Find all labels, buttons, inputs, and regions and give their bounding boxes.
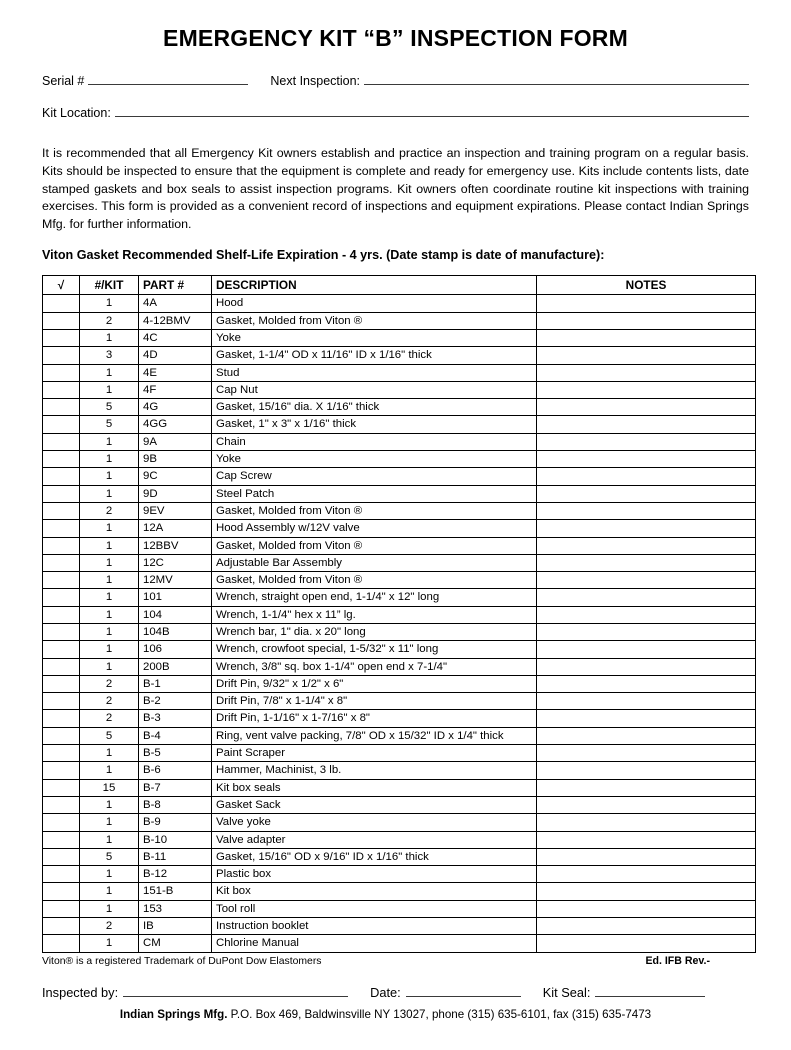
cell-notes[interactable] [537,329,756,346]
company-address-line [42,1008,749,1021]
table-row [43,416,756,433]
company-address: P.O. Box 469, Baldwinsville NY 13027, phone (315) 635-6101, fax (315) 635-7473 [227,1007,652,1021]
cell-qty: 1 [80,537,139,554]
cell-part-number: 4E [139,364,212,381]
cell-description: Hammer, Machinist, 3 lb. [212,762,537,779]
cell-description: Gasket, 1" x 3" x 1/16" thick [212,416,537,433]
cell-part-number: 12MV [139,572,212,589]
cell-notes[interactable] [537,727,756,744]
table-row [43,347,756,364]
cell-part-number: 12C [139,554,212,571]
cell-check[interactable] [43,606,80,623]
parts-table [42,275,756,952]
cell-description: Wrench, crowfoot special, 1-5/32" x 11" long [212,641,537,658]
cell-part-number: 4GG [139,416,212,433]
table-row [43,814,756,831]
cell-part-number: 151-B [139,883,212,900]
cell-qty: 1 [80,381,139,398]
cell-check[interactable] [43,468,80,485]
next-inspection-label: Next Inspection: [270,74,361,89]
cell-description: Gasket, Molded from Viton ® [212,572,537,589]
cell-part-number: 104 [139,606,212,623]
cell-part-number: B-3 [139,710,212,727]
cell-part-number: B-11 [139,848,212,865]
cell-qty: 1 [80,762,139,779]
cell-qty: 1 [80,623,139,640]
table-row [43,623,756,640]
cell-check[interactable] [43,399,80,416]
cell-description: Kit box [212,883,537,900]
cell-part-number: B-9 [139,814,212,831]
cell-part-number: B-8 [139,796,212,813]
cell-part-number: B-6 [139,762,212,779]
cell-check[interactable] [43,295,80,312]
cell-check[interactable] [43,658,80,675]
cell-check[interactable] [43,312,80,329]
cell-qty: 1 [80,329,139,346]
cell-description: Hood [212,295,537,312]
cell-notes[interactable] [537,295,756,312]
table-row [43,779,756,796]
cell-notes[interactable] [537,779,756,796]
cell-part-number: 104B [139,623,212,640]
cell-part-number: B-2 [139,693,212,710]
table-row [43,935,756,952]
cell-qty: 1 [80,606,139,623]
kit-location-label: Kit Location: [42,106,111,121]
table-row [43,900,756,917]
date-input[interactable] [406,985,521,997]
cell-check[interactable] [43,883,80,900]
cell-description: Tool roll [212,900,537,917]
table-row [43,848,756,865]
cell-check[interactable] [43,814,80,831]
cell-notes[interactable] [537,485,756,502]
table-row [43,658,756,675]
date-label: Date: [370,984,401,1000]
cell-description: Wrench, 3/8" sq. box 1-1/4" open end x 7-1/4" [212,658,537,675]
table-row [43,641,756,658]
cell-part-number: B-12 [139,866,212,883]
cell-qty: 5 [80,727,139,744]
inspected-by-row [42,985,749,1000]
cell-check[interactable] [43,745,80,762]
cell-description: Yoke [212,451,537,468]
column-header-description: DESCRIPTION [212,276,537,295]
cell-description: Plastic box [212,866,537,883]
cell-check[interactable] [43,433,80,450]
revision-label: Ed. IFB Rev.- [645,954,710,967]
cell-part-number: B-4 [139,727,212,744]
cell-notes[interactable] [537,623,756,640]
cell-check[interactable] [43,710,80,727]
cell-check[interactable] [43,381,80,398]
parts-table-header [43,276,756,295]
cell-notes[interactable] [537,572,756,589]
cell-qty: 2 [80,918,139,935]
table-row [43,606,756,623]
cell-description: Cap Nut [212,381,537,398]
cell-qty: 3 [80,347,139,364]
cell-description: Wrench bar, 1" dia. x 20" long [212,623,537,640]
cell-qty: 1 [80,814,139,831]
cell-check[interactable] [43,623,80,640]
cell-part-number: 4-12BMV [139,312,212,329]
cell-notes[interactable] [537,520,756,537]
cell-part-number: 153 [139,900,212,917]
cell-description: Hood Assembly w/12V valve [212,520,537,537]
table-header-row [43,276,756,295]
inspection-form-page [0,26,791,1050]
cell-qty: 1 [80,641,139,658]
kit-location-row [42,105,749,120]
cell-check[interactable] [43,641,80,658]
cell-notes[interactable] [537,935,756,952]
cell-qty: 1 [80,745,139,762]
table-row [43,364,756,381]
table-row [43,675,756,692]
table-row [43,727,756,744]
cell-description: Chlorine Manual [212,935,537,952]
table-row [43,468,756,485]
cell-part-number: B-7 [139,779,212,796]
cell-qty: 1 [80,364,139,381]
cell-qty: 1 [80,433,139,450]
next-inspection-input[interactable] [364,73,749,85]
cell-notes[interactable] [537,416,756,433]
cell-part-number: 12BBV [139,537,212,554]
table-row [43,554,756,571]
cell-qty: 5 [80,399,139,416]
serial-and-next-inspection-row [42,73,749,88]
cell-check[interactable] [43,572,80,589]
cell-notes[interactable] [537,848,756,865]
shelf-life-note: Viton Gasket Recommended Shelf-Life Expiration - 4 yrs. (Date stamp is date of manufacture): [42,248,605,263]
cell-qty: 2 [80,312,139,329]
table-row [43,520,756,537]
cell-qty: 15 [80,779,139,796]
table-row [43,831,756,848]
table-row [43,485,756,502]
serial-number-label: Serial # [42,74,85,89]
cell-part-number: 200B [139,658,212,675]
cell-notes[interactable] [537,918,756,935]
cell-check[interactable] [43,485,80,502]
cell-notes[interactable] [537,451,756,468]
cell-part-number: 4G [139,399,212,416]
cell-part-number: 4A [139,295,212,312]
cell-qty: 1 [80,589,139,606]
cell-check[interactable] [43,329,80,346]
table-row [43,693,756,710]
cell-notes[interactable] [537,399,756,416]
cell-check[interactable] [43,347,80,364]
cell-description: Gasket, 15/16" OD x 9/16" ID x 1/16" thick [212,848,537,865]
cell-check[interactable] [43,727,80,744]
cell-check[interactable] [43,589,80,606]
cell-notes[interactable] [537,866,756,883]
cell-qty: 1 [80,295,139,312]
cell-check[interactable] [43,554,80,571]
cell-part-number: 9C [139,468,212,485]
cell-part-number: 101 [139,589,212,606]
cell-description: Drift Pin, 1-1/16" x 1-7/16" x 8" [212,710,537,727]
cell-description: Kit box seals [212,779,537,796]
serial-number-input[interactable] [88,73,248,85]
cell-qty: 1 [80,866,139,883]
inspected-by-label: Inspected by: [42,984,119,1000]
cell-part-number: 12A [139,520,212,537]
cell-notes[interactable] [537,658,756,675]
table-row [43,745,756,762]
cell-notes[interactable] [537,589,756,606]
cell-qty: 2 [80,675,139,692]
cell-notes[interactable] [537,675,756,692]
page-title: EMERGENCY KIT “B” INSPECTION FORM [163,25,628,51]
cell-check[interactable] [43,520,80,537]
cell-qty: 5 [80,848,139,865]
trademark-note: Viton® is a registered Trademark of DuPont Dow Elastomers [42,955,322,967]
cell-notes[interactable] [537,433,756,450]
cell-part-number: 9EV [139,502,212,519]
table-row [43,572,756,589]
intro-paragraph: It is recommended that all Emergency Kit owners establish and practice an inspection and training program on a regular basis. Kits should be inspected to ensure that the equipment is complete and ready for emergency use. Kits include contents lists, date stamped gaskets and box seals to assist inspection programs. Kit owners often coordinate routine kit inspections with training exercises. This form is provided as a convenient record of inspections and equipment expirations. Please contact Indian Springs Mfg. for further information. [42,146,749,231]
cell-notes[interactable] [537,554,756,571]
cell-description: Gasket, Molded from Viton ® [212,537,537,554]
table-row [43,399,756,416]
cell-check[interactable] [43,762,80,779]
cell-part-number: B-1 [139,675,212,692]
cell-qty: 1 [80,468,139,485]
cell-description: Adjustable Bar Assembly [212,554,537,571]
cell-notes[interactable] [537,641,756,658]
cell-check[interactable] [43,416,80,433]
cell-notes[interactable] [537,831,756,848]
table-row [43,762,756,779]
cell-qty: 1 [80,935,139,952]
cell-part-number: 4D [139,347,212,364]
cell-notes[interactable] [537,537,756,554]
table-row [43,710,756,727]
cell-description: Valve yoke [212,814,537,831]
cell-notes[interactable] [537,814,756,831]
cell-qty: 1 [80,883,139,900]
cell-check[interactable] [43,693,80,710]
cell-description: Gasket, 15/16" dia. X 1/16" thick [212,399,537,416]
cell-description: Drift Pin, 7/8" x 1-1/4" x 8" [212,693,537,710]
cell-check[interactable] [43,918,80,935]
cell-notes[interactable] [537,762,756,779]
parts-table-body [43,295,756,952]
cell-notes[interactable] [537,796,756,813]
cell-qty: 1 [80,796,139,813]
company-name: Indian Springs Mfg. [119,1007,228,1021]
table-row [43,381,756,398]
cell-notes[interactable] [537,502,756,519]
table-row [43,502,756,519]
cell-qty: 1 [80,520,139,537]
cell-description: Valve adapter [212,831,537,848]
table-row [43,589,756,606]
column-header-part: PART # [139,276,212,295]
table-row [43,866,756,883]
table-row [43,796,756,813]
cell-description: Instruction booklet [212,918,537,935]
cell-part-number: 9D [139,485,212,502]
kit-seal-input[interactable] [595,985,705,997]
table-row [43,918,756,935]
cell-qty: 5 [80,416,139,433]
cell-check[interactable] [43,779,80,796]
table-footnote-row [42,955,710,967]
table-row [43,451,756,468]
cell-qty: 1 [80,554,139,571]
cell-qty: 1 [80,572,139,589]
column-header-notes: NOTES [537,276,756,295]
cell-notes[interactable] [537,606,756,623]
cell-check[interactable] [43,675,80,692]
cell-check[interactable] [43,900,80,917]
cell-qty: 1 [80,485,139,502]
cell-description: Gasket, Molded from Viton ® [212,312,537,329]
cell-description: Wrench, straight open end, 1-1/4" x 12" long [212,589,537,606]
cell-check[interactable] [43,796,80,813]
cell-check[interactable] [43,451,80,468]
cell-description: Gasket Sack [212,796,537,813]
cell-description: Gasket, Molded from Viton ® [212,502,537,519]
cell-notes[interactable] [537,468,756,485]
column-header-qty: #/KIT [80,276,139,295]
cell-check[interactable] [43,502,80,519]
table-row [43,312,756,329]
cell-description: Drift Pin, 9/32" x 1/2" x 6" [212,675,537,692]
cell-part-number: 4C [139,329,212,346]
cell-part-number: IB [139,918,212,935]
cell-description: Yoke [212,329,537,346]
cell-qty: 1 [80,451,139,468]
cell-notes[interactable] [537,364,756,381]
cell-part-number: 9A [139,433,212,450]
cell-notes[interactable] [537,381,756,398]
kit-location-input[interactable] [115,105,749,117]
cell-notes[interactable] [537,900,756,917]
cell-part-number: CM [139,935,212,952]
table-row [43,295,756,312]
cell-part-number: 4F [139,381,212,398]
cell-part-number: 106 [139,641,212,658]
table-row [43,537,756,554]
cell-description: Steel Patch [212,485,537,502]
table-row [43,329,756,346]
cell-qty: 2 [80,502,139,519]
cell-description: Wrench, 1-1/4" hex x 11” lg. [212,606,537,623]
cell-notes[interactable] [537,693,756,710]
cell-part-number: B-10 [139,831,212,848]
cell-check[interactable] [43,831,80,848]
cell-description: Chain [212,433,537,450]
cell-description: Paint Scraper [212,745,537,762]
table-row [43,433,756,450]
cell-check[interactable] [43,935,80,952]
cell-check[interactable] [43,364,80,381]
cell-notes[interactable] [537,883,756,900]
cell-qty: 2 [80,693,139,710]
cell-check[interactable] [43,537,80,554]
cell-qty: 2 [80,710,139,727]
inspected-by-input[interactable] [123,985,348,997]
cell-part-number: 9B [139,451,212,468]
cell-description: Gasket, 1-1/4" OD x 11/16" ID x 1/16" thick [212,347,537,364]
cell-qty: 1 [80,658,139,675]
cell-qty: 1 [80,831,139,848]
cell-description: Cap Screw [212,468,537,485]
cell-check[interactable] [43,848,80,865]
cell-description: Ring, vent valve packing, 7/8" OD x 15/32" ID x 1/4" thick [212,727,537,744]
cell-part-number: B-5 [139,745,212,762]
kit-seal-label: Kit Seal: [542,984,591,1000]
cell-notes[interactable] [537,710,756,727]
cell-description: Stud [212,364,537,381]
table-row [43,883,756,900]
column-header-check: √ [43,276,80,295]
cell-notes[interactable] [537,745,756,762]
cell-qty: 1 [80,900,139,917]
cell-notes[interactable] [537,312,756,329]
cell-check[interactable] [43,866,80,883]
cell-notes[interactable] [537,347,756,364]
